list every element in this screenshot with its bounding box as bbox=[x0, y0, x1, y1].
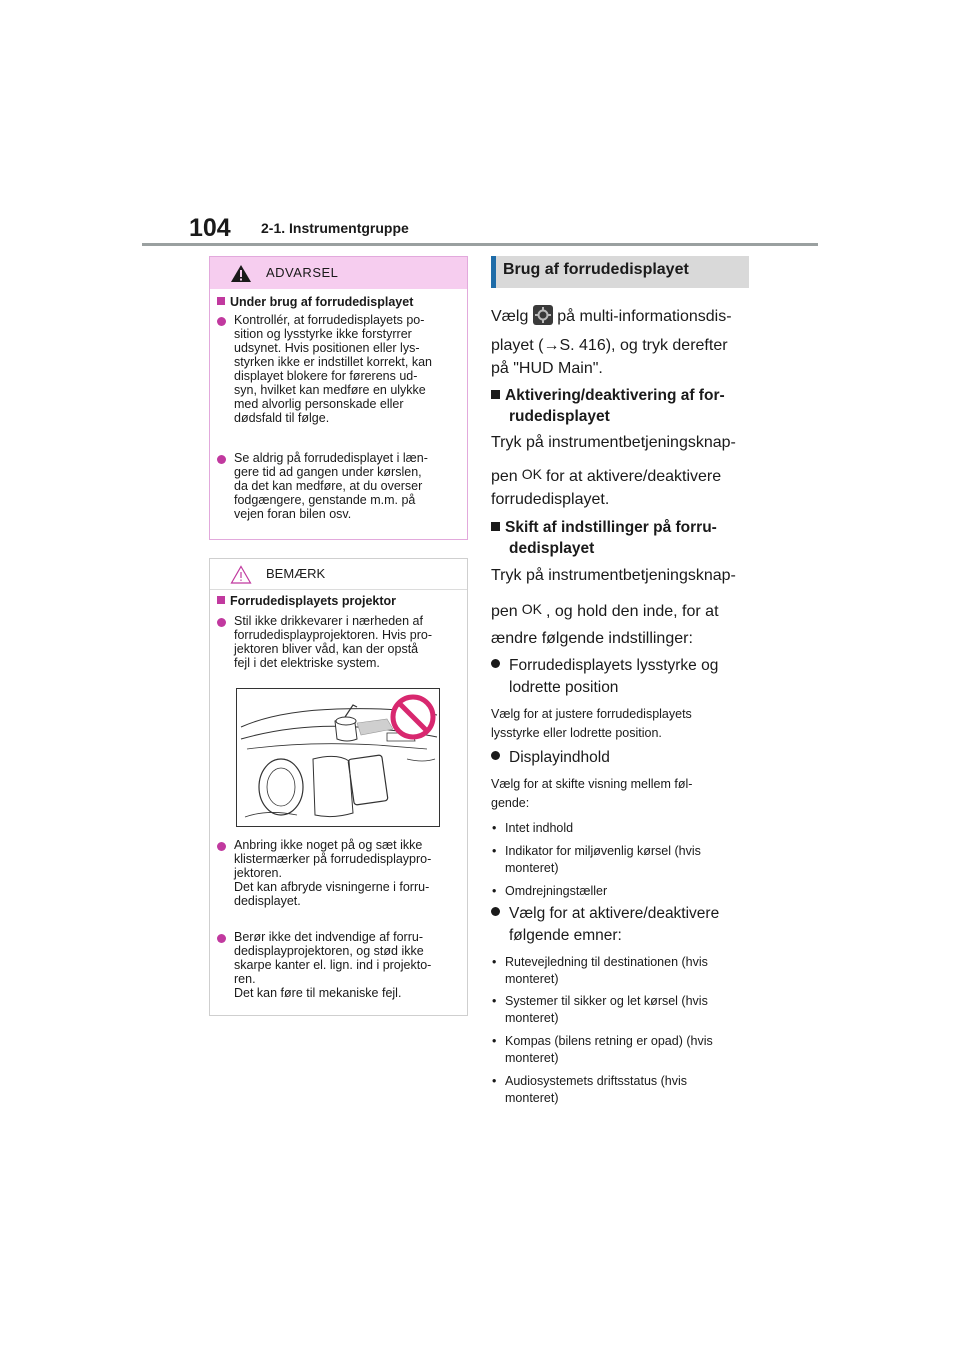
activation-line-2: pen OK for at aktivere/deaktivere bbox=[491, 466, 722, 485]
note-item: Stil ikke drikkevarer i nærheden af forrudedisplayprojektoren. Hvis pro- jektoren bliver våd, kan der opstå fejl i det elektriske system. bbox=[217, 614, 432, 670]
brightness-heading: Forrudedisplayets lysstyrke og bbox=[491, 657, 718, 675]
settings-heading-cont: dedisplayet bbox=[509, 540, 595, 557]
activation-heading: Aktivering/deaktivering af for- bbox=[491, 387, 725, 405]
settings-line-2: pen OK , og hold den inde, for at bbox=[491, 601, 719, 620]
dot-bullet-icon bbox=[491, 659, 500, 668]
content-desc-1: Vælg for at skifte visning mellem føl- bbox=[491, 777, 693, 791]
dashboard-drink-illustration bbox=[237, 689, 439, 826]
activation-line-3: forrudedisplayet. bbox=[491, 491, 610, 508]
intro-line-1: Vælg på multi-informationsdis- bbox=[491, 305, 732, 326]
toggle-heading-cont: følgende emner: bbox=[509, 927, 622, 944]
warning-header bbox=[210, 257, 467, 289]
brightness-heading-cont: lodrette position bbox=[509, 679, 619, 696]
brightness-desc-2: lysstyrke eller lodrette position. bbox=[491, 726, 662, 740]
settings-line-3: ændre følgende indstillinger: bbox=[491, 630, 693, 647]
round-bullet-icon bbox=[217, 455, 226, 464]
warning-section-title: Under brug af forrudedisplayet bbox=[217, 295, 413, 309]
note-header bbox=[210, 559, 467, 590]
list-item: • Indikator for miljøvenlig kørsel (hvis monteret) bbox=[492, 844, 701, 875]
note-section-title: Forrudedisplayets projektor bbox=[217, 594, 396, 608]
dot-bullet-icon bbox=[491, 751, 500, 760]
list-item: • Omdrejningstæller bbox=[492, 884, 608, 898]
activation-line-1: Tryk på instrumentbetjeningsknap- bbox=[491, 434, 736, 451]
warning-triangle-icon bbox=[230, 264, 252, 283]
list-item: • Systemer til sikker og let kørsel (hvis monteret) bbox=[492, 994, 708, 1025]
content-desc-2: gende: bbox=[491, 796, 530, 810]
main-heading-accent bbox=[491, 256, 496, 288]
round-bullet-icon bbox=[217, 842, 226, 851]
settings-line-1: Tryk på instrumentbetjeningsknap- bbox=[491, 567, 736, 584]
warning-item: Se aldrig på forrudedisplayet i læn- gere tid ad gangen under kørslen, da det kan medføre, at du overser fodgængere, genstande m.m. på vejen foran bilen osv. bbox=[217, 451, 428, 521]
warning-box bbox=[209, 256, 468, 540]
gear-icon bbox=[533, 305, 553, 325]
round-bullet-icon bbox=[217, 317, 226, 326]
round-bullet-icon bbox=[217, 934, 226, 943]
square-bullet-icon bbox=[217, 297, 225, 305]
warning-title: ADVARSEL bbox=[266, 265, 339, 280]
brightness-desc-1: Vælg for at justere forrudedisplayets bbox=[491, 707, 692, 721]
dot-bullet-icon bbox=[491, 907, 500, 916]
square-bullet-icon bbox=[491, 390, 500, 399]
content-heading: Displayindhold bbox=[491, 749, 610, 767]
ok-button-icon: OK bbox=[521, 601, 542, 617]
note-title: BEMÆRK bbox=[266, 566, 326, 581]
toggle-heading: Vælg for at aktivere/deaktivere bbox=[491, 905, 719, 923]
intro-line-3: på "HUD Main". bbox=[491, 360, 603, 377]
list-item: • Rutevejledning til destinationen (hvis monteret) bbox=[492, 955, 708, 986]
ok-button-icon: OK bbox=[521, 466, 542, 482]
square-bullet-icon bbox=[491, 522, 500, 531]
warning-item: Kontrollér, at forrudedisplayets po- sition og lysstyrke ikke forstyrrer udsynet. Hvis positionen eller lys- styrken ikke er indstillet korrekt, kan displayet blokere for førerens ud- syn, hvilket kan medføre en ulykke med alvorlig personskade eller dødsfald til følge. bbox=[217, 313, 432, 425]
activation-heading-cont: rudedisplayet bbox=[509, 408, 610, 425]
list-item: • Kompas (bilens retning er opad) (hvis monteret) bbox=[492, 1034, 713, 1065]
header-rule bbox=[142, 243, 818, 246]
settings-heading: Skift af indstillinger på forru- bbox=[491, 519, 717, 537]
intro-line-2: playet (→S. 416), og tryk derefter bbox=[491, 337, 728, 354]
square-bullet-icon bbox=[217, 596, 225, 604]
note-box bbox=[209, 558, 468, 1016]
projector-illustration bbox=[236, 688, 440, 827]
page-number: 104 bbox=[189, 214, 231, 242]
chapter-title: 2-1. Instrumentgruppe bbox=[261, 220, 409, 236]
list-item: • Intet indhold bbox=[492, 821, 574, 835]
note-item: Berør ikke det indvendige af forru- dedisplayprojektoren, og stød ikke skarpe kanter el. lign. ind i projekto- ren. Det kan føre til mekaniske fejl. bbox=[217, 930, 431, 1000]
caution-triangle-icon bbox=[230, 565, 252, 584]
round-bullet-icon bbox=[217, 618, 226, 627]
list-item: • Audiosystemets driftsstatus (hvis monteret) bbox=[492, 1074, 688, 1105]
note-item: Anbring ikke noget på og sæt ikke klistermærker på forrudedisplaypro- jektoren. Det kan afbryde visningerne i forru- dedisplayet. bbox=[217, 838, 431, 908]
main-heading: Brug af forrudedisplayet bbox=[503, 261, 689, 278]
